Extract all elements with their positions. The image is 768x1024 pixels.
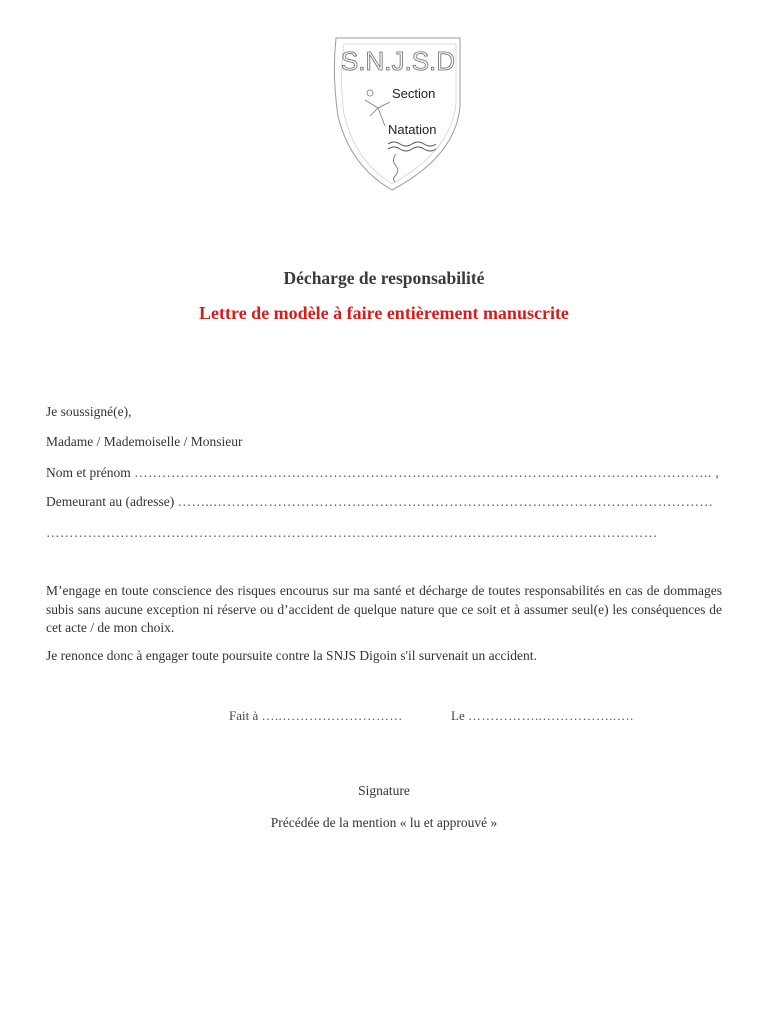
place-label: Fait à [229,708,259,723]
civility-line: Madame / Mademoiselle / Monsieur [46,434,243,449]
signature-label: Signature [358,783,410,798]
address-label: Demeurant au (adresse) [46,494,175,509]
date-field [451,708,634,724]
place-field [229,708,403,724]
address-dots: ……..……………………………………………………………………………………………… [177,494,714,509]
date-dots: ……………..……………..…. [467,708,634,723]
page-title: Décharge de responsabilité [283,268,485,288]
address-line2: …………………………………………………………………………………………………………………… [46,525,658,540]
date-label: Le [451,708,465,723]
logo-line2: Natation [388,122,437,137]
engagement-paragraph: M’engage en toute conscience des risques encourus sur ma santé et décharge de toutes responsabilités en cas de dommages subis sans aucune exception ni réserve ou d’accident de quelque nature que ce soit et à assumer seul(e) les conséquences de cet acte / de mon choix. [46,583,722,635]
name-field [46,465,719,481]
signature-mention: Précédée de la mention « lu et approuvé » [270,815,498,830]
logo-lettering: S.N.J.S.D [340,46,456,76]
club-logo [330,36,462,192]
intro-line: Je soussigné(e), [46,404,132,419]
place-dots: …..……………………… [261,708,403,723]
shield-emblem-icon [330,36,462,192]
logo-line1: Section [392,86,436,101]
renounce-paragraph: Je renonce donc à engager toute poursuite contre la SNJS Digoin s'il survenait un accident. [46,648,537,663]
name-dots: …………………………………………………………………………………………………………….. , [134,465,720,480]
address-field [46,494,713,510]
page-subtitle: Lettre de modèle à faire entièrement manuscrite [199,303,569,323]
name-label: Nom et prénom [46,465,131,480]
